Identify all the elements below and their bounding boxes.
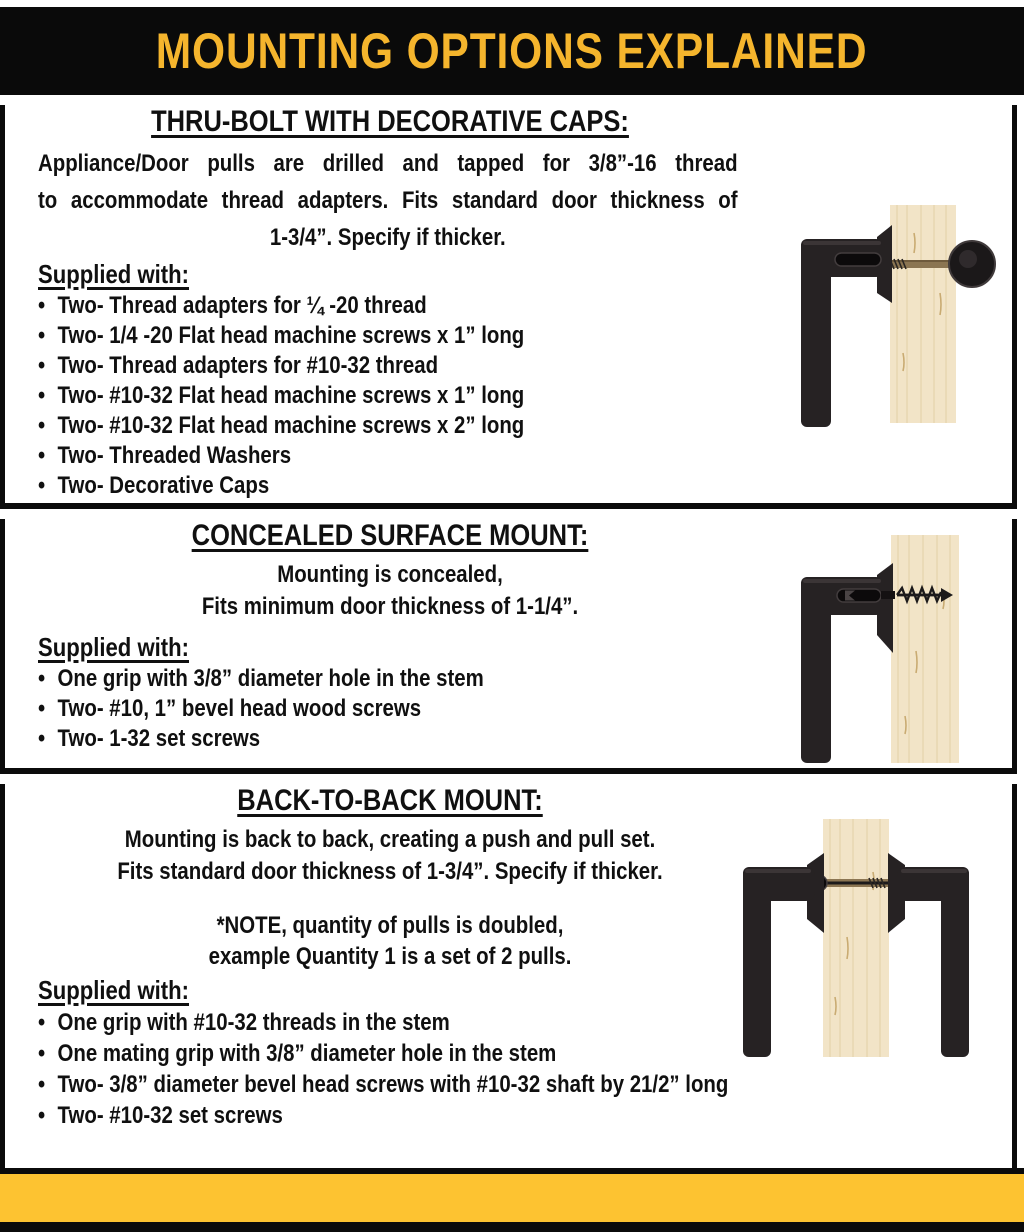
bullet-icon: • <box>38 1071 46 1098</box>
page-title: MOUNTING OPTIONS EXPLAINED <box>156 23 868 79</box>
list-item-text: Two- #10-32 Flat head machine screws x 1” long <box>57 382 525 409</box>
note-text <box>63 910 718 972</box>
bullet-icon: • <box>38 352 46 379</box>
list-item-text: Two- Thread adapters for #10-32 thread <box>57 352 439 379</box>
supplied-list <box>38 664 854 754</box>
description-line: Mounting is back to back, creating a push and pull set. <box>124 826 656 853</box>
pull-handle <box>801 225 892 427</box>
list-item-text: Two- #10, 1” bevel head wood screws <box>57 695 422 722</box>
list-item <box>38 411 854 441</box>
list-item <box>38 724 854 754</box>
section-description <box>63 824 718 888</box>
supplied-list <box>38 291 854 501</box>
description-line: Appliance/Door pulls are drilled and tapped for 3/8”-16 thread <box>38 150 738 177</box>
bullet-icon: • <box>38 382 46 409</box>
supplied-with-label: Supplied with: <box>38 975 190 1005</box>
section-divider <box>0 503 1017 509</box>
description-line: to accommodate thread adapters. Fits standard door thickness of <box>38 187 738 214</box>
bullet-icon: • <box>38 695 46 722</box>
list-item <box>38 291 854 321</box>
section-heading: CONCEALED SURFACE MOUNT: <box>191 519 589 552</box>
title-bar <box>0 7 1024 95</box>
list-item <box>38 351 854 381</box>
bullet-icon: • <box>38 472 46 499</box>
bullet-icon: • <box>38 292 46 319</box>
list-item <box>38 381 854 411</box>
list-item-text: One mating grip with 3/8” diameter hole in the stem <box>57 1040 557 1067</box>
pull-handle-right <box>888 853 969 1057</box>
list-item-text: Two- 1-32 set screws <box>57 725 261 752</box>
section-description <box>63 559 718 623</box>
list-item <box>38 441 854 471</box>
section-concealed-mount <box>0 519 1017 768</box>
footer-bar <box>0 1168 1024 1232</box>
sections-container <box>0 95 1017 1198</box>
wood-board <box>890 205 956 423</box>
list-item <box>38 1069 854 1100</box>
note-line: *NOTE, quantity of pulls is doubled, <box>216 912 564 939</box>
list-item-text: One grip with 3/8” diameter hole in the stem <box>57 665 484 692</box>
back-to-back-illustration <box>731 817 1023 1059</box>
pull-handle <box>801 563 893 763</box>
description-line: Mounting is concealed, <box>277 561 503 588</box>
pull-handle-left <box>743 853 824 1057</box>
wood-board <box>823 819 889 1057</box>
list-item-text: Two- #10-32 Flat head machine screws x 2” long <box>57 412 525 439</box>
list-item <box>38 694 854 724</box>
supplied-with-label: Supplied with: <box>38 259 190 289</box>
section-description <box>38 145 738 256</box>
list-item <box>38 471 854 501</box>
list-item-text: Two- 1/4 -20 Flat head machine screws x 1” long <box>57 322 525 349</box>
wood-board <box>891 535 959 763</box>
note-line: example Quantity 1 is a set of 2 pulls. <box>208 943 572 970</box>
section-heading: THRU-BOLT WITH DECORATIVE CAPS: <box>151 105 629 138</box>
list-item-text: Two- Threaded Washers <box>57 442 292 469</box>
bullet-icon: • <box>38 412 46 439</box>
list-item <box>38 1100 854 1131</box>
list-item-text: Two- #10-32 set screws <box>57 1102 283 1129</box>
bullet-icon: • <box>38 442 46 469</box>
supplied-with-label: Supplied with: <box>38 632 190 662</box>
list-item <box>38 664 854 694</box>
description-line: 1-3/4”. Specify if thicker. <box>269 224 506 251</box>
decorative-cap-icon <box>949 241 995 287</box>
bullet-icon: • <box>38 725 46 752</box>
bullet-icon: • <box>38 665 46 692</box>
bullet-icon: • <box>38 1102 46 1129</box>
thru-bolt-illustration <box>785 203 1021 443</box>
list-item-text: Two- Decorative Caps <box>57 472 270 499</box>
list-item <box>38 321 854 351</box>
section-heading: BACK-TO-BACK MOUNT: <box>237 784 543 817</box>
list-item-text: Two- Thread adapters for ¼ -20 thread <box>57 292 427 319</box>
bullet-icon: • <box>38 1040 46 1067</box>
description-line: Fits minimum door thickness of 1-1/4”. <box>201 593 579 620</box>
bullet-icon: • <box>38 1009 46 1036</box>
list-item-text: One grip with #10-32 threads in the stem <box>57 1009 450 1036</box>
section-thru-bolt <box>0 105 1017 503</box>
description-line: Fits standard door thickness of 1-3/4”. Specify if thicker. <box>117 858 663 885</box>
bullet-icon: • <box>38 322 46 349</box>
list-item-text: Two- 3/8” diameter bevel head screws with #10-32 shaft by 21/2” long <box>57 1071 729 1098</box>
concealed-mount-illustration <box>785 531 1021 766</box>
section-divider <box>0 768 1017 774</box>
section-back-to-back <box>0 784 1017 1198</box>
